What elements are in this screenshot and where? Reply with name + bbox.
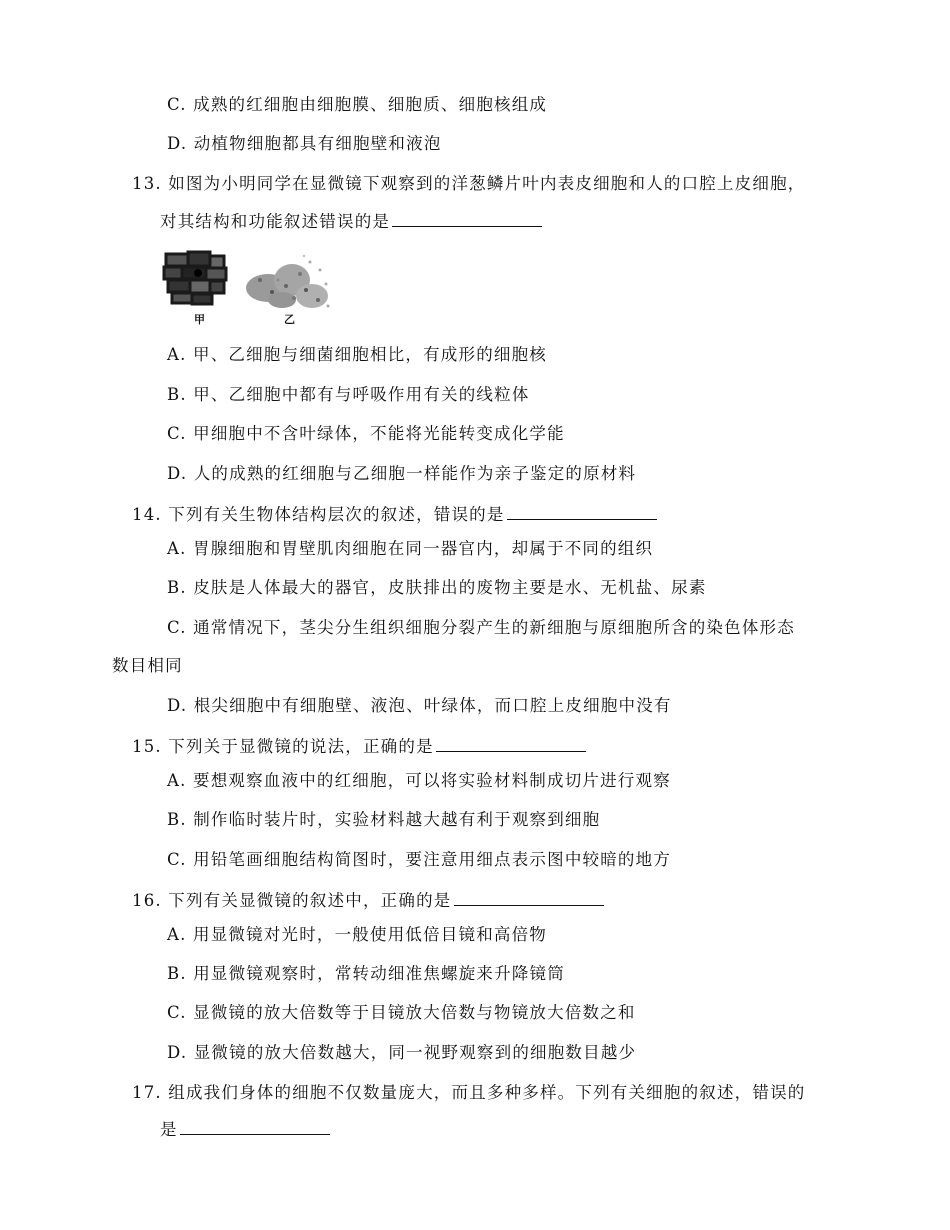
figure-label-yi: 乙 xyxy=(284,313,295,326)
q15-option-b: B. 制作临时装片时，实验材料越大越有利于观察到细胞 xyxy=(167,810,601,829)
q16-stem-text: 16. 下列有关显微镜的叙述中，正确的是 xyxy=(132,891,452,910)
q15-stem xyxy=(132,735,586,758)
q15-option-c: C. 用铅笔画细胞结构简图时，要注意用细点表示图中较暗的地方 xyxy=(167,850,672,869)
onion-cells-image xyxy=(164,252,226,304)
q13-stem-line2 xyxy=(160,210,542,233)
q15-stem-text: 15. 下列关于显微镜的说法，正确的是 xyxy=(132,737,434,756)
q17-stem-line1: 17. 组成我们身体的细胞不仅数量庞大，而且多种多样。下列有关细胞的叙述，错误的 xyxy=(132,1083,806,1102)
q13-stem-line1: 13. 如图为小明同学在显微镜下观察到的洋葱鳞片叶内表皮细胞和人的口腔上皮细胞， xyxy=(132,174,806,193)
q17-answer-blank xyxy=(180,1118,330,1135)
q14-option-d: D. 根尖细胞中有细胞壁、液泡、叶绿体，而口腔上皮细胞中没有 xyxy=(167,696,672,715)
q12-option-d: D. 动植物细胞都具有细胞壁和液泡 xyxy=(167,134,442,153)
figure-label-jia: 甲 xyxy=(194,313,205,326)
q12-option-c: C. 成熟的红细胞由细胞膜、细胞质、细胞核组成 xyxy=(167,95,548,114)
q16-option-d: D. 显微镜的放大倍数越大，同一视野观察到的细胞数目越少 xyxy=(167,1043,637,1062)
onion-nucleus-mark xyxy=(194,269,202,277)
q13-answer-blank xyxy=(392,210,542,227)
q13-option-c: C. 甲细胞中不含叶绿体，不能将光能转变成化学能 xyxy=(167,424,565,443)
q14-answer-blank xyxy=(507,503,657,520)
q17-stem-line2 xyxy=(160,1118,330,1141)
cell-figure xyxy=(160,240,340,330)
cell-micrograph xyxy=(160,240,340,330)
q16-option-b: B. 用显微镜观察时，常转动细准焦螺旋来升降镜筒 xyxy=(167,964,565,983)
q16-option-c: C. 显微镜的放大倍数等于目镜放大倍数与物镜放大倍数之和 xyxy=(167,1003,636,1022)
q14-option-c-line1: C. 通常情况下，茎尖分生组织细胞分裂产生的新细胞与原细胞所含的染色体形态 xyxy=(167,618,795,637)
q17-stem-text: 是 xyxy=(160,1120,178,1139)
q13-stem-text: 对其结构和功能叙述错误的是 xyxy=(160,212,391,231)
q13-option-b: B. 甲、乙细胞中都有与呼吸作用有关的线粒体 xyxy=(167,385,530,404)
q14-option-c-line2: 数目相同 xyxy=(112,656,183,675)
q16-answer-blank xyxy=(454,889,604,906)
q16-stem xyxy=(132,889,604,912)
q15-answer-blank xyxy=(436,735,586,752)
oral-cells-image xyxy=(246,255,330,308)
q13-option-a: A. 甲、乙细胞与细菌细胞相比，有成形的细胞核 xyxy=(167,345,548,364)
q16-option-a: A. 用显微镜对光时，一般使用低倍目镜和高倍物 xyxy=(167,925,548,944)
q14-stem xyxy=(132,503,657,526)
q14-stem-text: 14. 下列有关生物体结构层次的叙述，错误的是 xyxy=(132,505,505,524)
q14-option-a: A. 胃腺细胞和胃壁肌肉细胞在同一器官内，却属于不同的组织 xyxy=(167,539,654,558)
q15-option-a: A. 要想观察血液中的红细胞，可以将实验材料制成切片进行观察 xyxy=(167,771,671,790)
q14-option-b: B. 皮肤是人体最大的器官，皮肤排出的废物主要是水、无机盐、尿素 xyxy=(167,578,707,597)
q13-option-d: D. 人的成熟的红细胞与乙细胞一样能作为亲子鉴定的原材料 xyxy=(167,464,637,483)
